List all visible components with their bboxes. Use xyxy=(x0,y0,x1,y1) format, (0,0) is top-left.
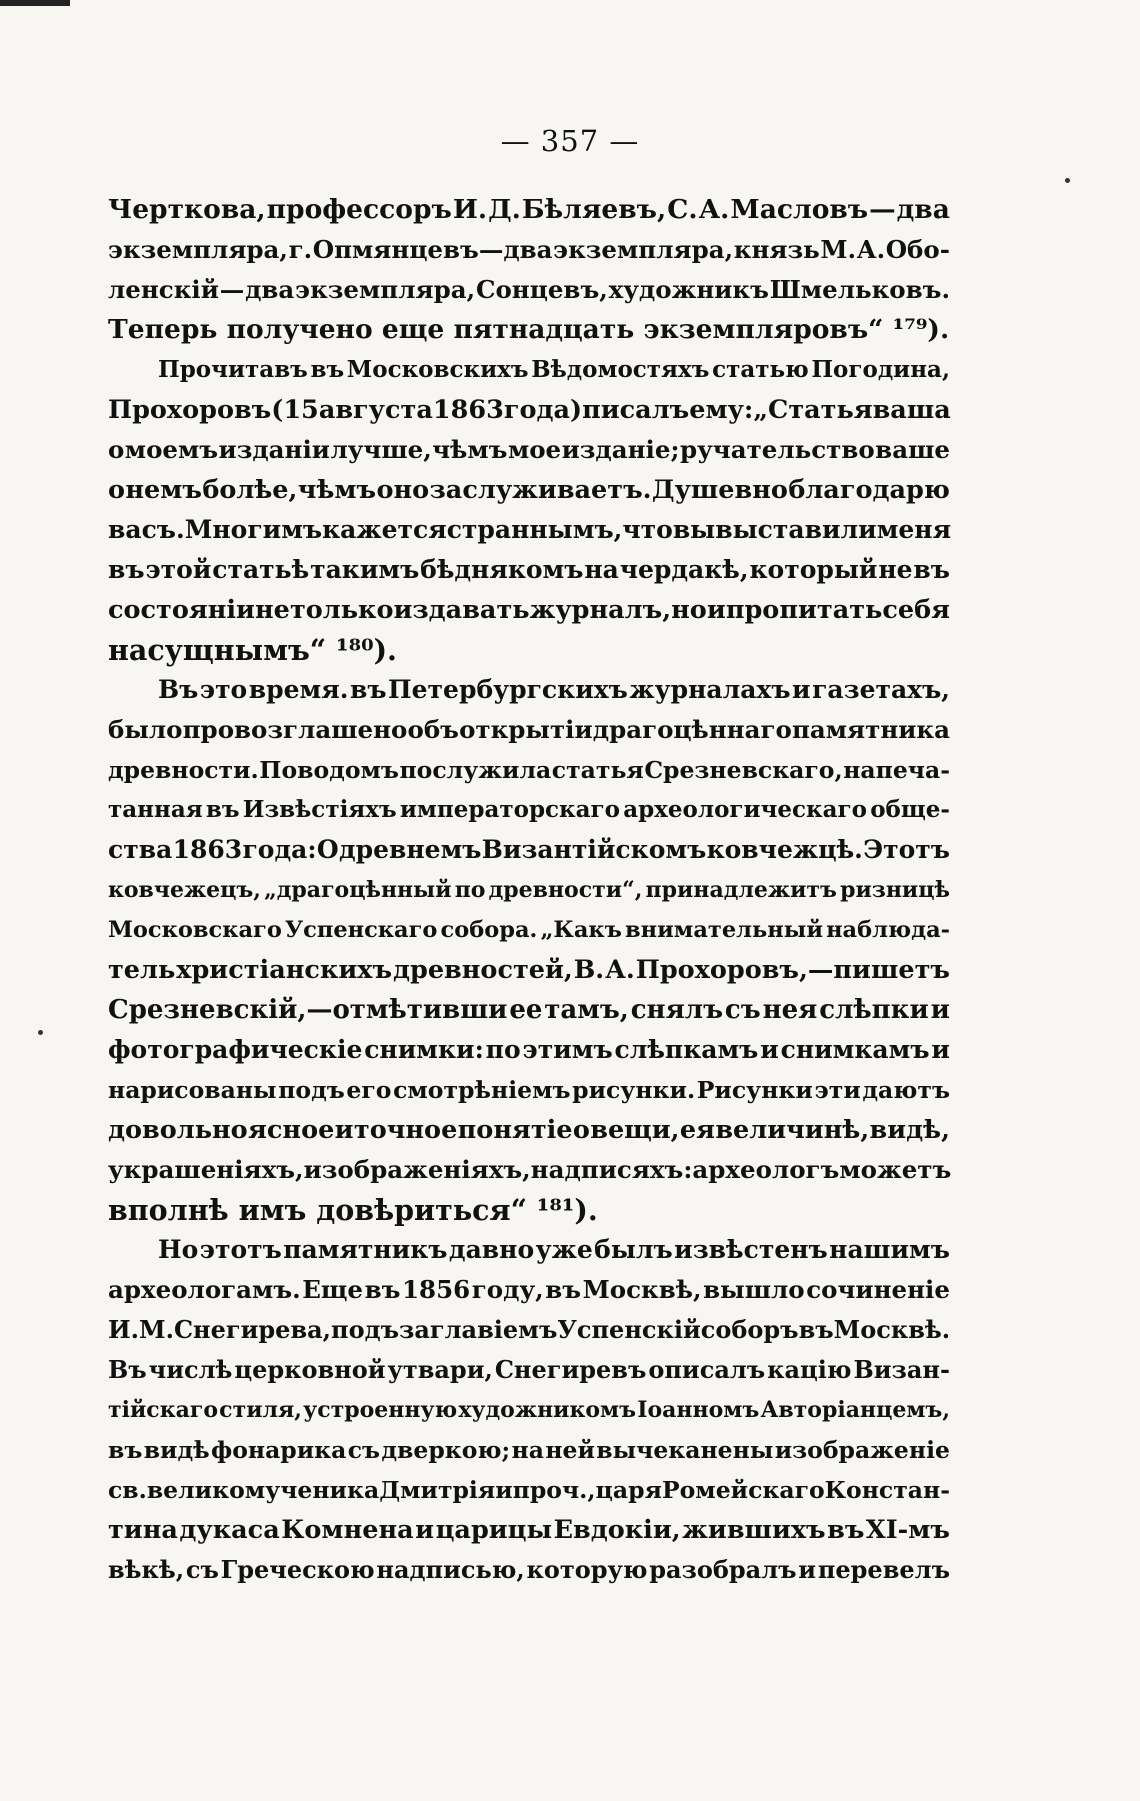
word: ясное xyxy=(248,1115,335,1145)
word: св. xyxy=(108,1476,147,1504)
word: которую xyxy=(526,1555,648,1584)
word: фотографическіе xyxy=(108,1035,363,1064)
word: 1863 xyxy=(432,395,504,425)
word: изданіе; xyxy=(561,435,680,464)
word: Авторіанцемъ, xyxy=(760,1397,950,1423)
word: „Какъ xyxy=(540,917,622,943)
word: что xyxy=(622,515,673,544)
word: Въ xyxy=(158,675,199,704)
text-line xyxy=(108,1550,950,1590)
text-line xyxy=(108,1270,950,1310)
word: смотрѣніемъ xyxy=(393,1076,571,1104)
word: — xyxy=(219,275,245,304)
text-line xyxy=(108,510,950,550)
text-line xyxy=(108,990,950,1030)
word: пропитать xyxy=(725,595,883,625)
text-line xyxy=(108,1350,950,1390)
word: журналъ, xyxy=(529,595,672,625)
text-line xyxy=(108,670,950,710)
word: меня xyxy=(876,515,952,544)
word: подъ xyxy=(331,1315,400,1344)
word: слѣпкамъ xyxy=(614,1035,759,1064)
word: И. xyxy=(452,194,488,225)
word: статьѣ xyxy=(212,555,310,584)
word: перевелъ xyxy=(817,1555,950,1584)
text-line xyxy=(108,270,950,310)
word: на xyxy=(511,1436,544,1464)
word: Греческою xyxy=(220,1555,375,1584)
word: только xyxy=(289,595,394,625)
word: М. xyxy=(139,1315,174,1344)
word: года: xyxy=(242,835,317,864)
word: напеча- xyxy=(843,756,950,784)
word: изображеніяхъ, xyxy=(303,1155,531,1184)
word: наблюда- xyxy=(826,917,950,943)
word: ства xyxy=(108,835,173,864)
word: на xyxy=(584,555,619,584)
word: эти xyxy=(814,1076,861,1104)
word: г. xyxy=(288,235,313,264)
line-text: вполнѣ имъ довѣриться“ ¹⁸¹). xyxy=(108,1193,598,1227)
word: статью xyxy=(712,356,809,383)
word: вычеканены xyxy=(596,1436,774,1464)
text-line xyxy=(108,1190,950,1230)
word: Сонцевъ, xyxy=(475,275,608,304)
word: Еще xyxy=(302,1275,364,1304)
word: тина xyxy=(108,1515,178,1545)
word: но xyxy=(671,595,707,625)
word: Іоанномъ xyxy=(637,1397,760,1423)
word: внимательный xyxy=(625,917,824,943)
word: Констан- xyxy=(824,1476,950,1504)
word: Прохоровъ,—пишетъ xyxy=(635,955,950,985)
word: чѣмъ xyxy=(297,475,377,505)
word: кажется xyxy=(322,515,447,544)
word: журналахъ xyxy=(629,675,791,704)
word: ковчежцѣ. xyxy=(706,835,863,864)
word: экземпляра, xyxy=(108,235,288,264)
word: украшеніяхъ, xyxy=(108,1155,304,1184)
word: А. xyxy=(856,235,886,264)
word: о xyxy=(572,1115,590,1145)
word: Срезневскій,—отмѣтивши xyxy=(108,995,508,1025)
word: художникъ xyxy=(608,275,769,304)
word: утвари, xyxy=(387,1355,493,1384)
word: Москвѣ. xyxy=(833,1315,951,1344)
word: мое xyxy=(507,435,562,464)
text-line xyxy=(108,830,950,870)
word: лучше, xyxy=(330,435,432,464)
word: и xyxy=(792,675,811,704)
word: такимъ xyxy=(310,555,420,584)
text-line xyxy=(108,550,950,590)
word: надписью, xyxy=(376,1555,525,1584)
word: Успенскій xyxy=(557,1315,701,1344)
word: памятникъ xyxy=(283,1235,448,1264)
word: состояніи xyxy=(108,595,255,625)
word: тійскаго xyxy=(108,1397,218,1423)
word: устроенную xyxy=(303,1397,458,1423)
word: видѣ xyxy=(143,1436,210,1464)
word: понятіе xyxy=(457,1115,573,1145)
word: болѣе, xyxy=(202,475,298,505)
word: который xyxy=(749,555,878,584)
word: съ xyxy=(185,1555,219,1584)
word: вещи, xyxy=(590,1115,680,1145)
word: соборъ xyxy=(700,1315,799,1344)
word: и xyxy=(798,1555,817,1584)
word: художникомъ xyxy=(458,1397,637,1423)
word: и xyxy=(760,1035,779,1064)
word: Черткова, xyxy=(108,194,266,225)
word: тамъ, xyxy=(544,995,629,1025)
word: въ xyxy=(364,1275,401,1304)
text-line xyxy=(108,430,950,470)
word: чѣмъ xyxy=(432,435,508,464)
word: описалъ xyxy=(648,1355,766,1384)
word: съ xyxy=(724,995,761,1025)
text-line xyxy=(108,1510,950,1550)
text-line xyxy=(108,630,950,670)
word: выставили xyxy=(715,515,877,544)
word: нарисованы xyxy=(108,1076,277,1104)
text-line xyxy=(108,870,950,910)
word: князь xyxy=(733,235,820,264)
word: изображеніе xyxy=(774,1436,950,1464)
text-line xyxy=(108,1030,950,1070)
word: вѣкѣ, xyxy=(108,1555,185,1584)
word: ее xyxy=(509,995,543,1025)
word: августа xyxy=(318,395,433,425)
word: А. xyxy=(698,194,730,225)
word: это xyxy=(199,675,248,704)
text-line xyxy=(108,1230,950,1270)
text-line xyxy=(108,1150,950,1190)
word: вы xyxy=(672,515,716,544)
word: себя xyxy=(882,595,950,625)
word: Вѣдомостяхъ xyxy=(531,356,710,383)
word: обще- xyxy=(870,796,950,823)
line-text: Теперь получено еще пятнадцать экземпляровъ“ ¹⁷⁹). xyxy=(108,314,950,345)
word: и xyxy=(495,1476,513,1504)
word: и xyxy=(334,1115,354,1145)
word: страннымъ, xyxy=(446,515,623,544)
paragraph-1 xyxy=(108,190,950,350)
word: Обо- xyxy=(885,235,950,264)
word: 1856 xyxy=(402,1275,471,1304)
word: въ xyxy=(108,555,145,584)
word: объ xyxy=(407,715,459,744)
word: даютъ xyxy=(862,1076,950,1104)
word: тель xyxy=(108,955,176,985)
word: фонарика xyxy=(211,1436,347,1464)
word: заслуживаетъ. xyxy=(429,475,652,505)
word: археологъ xyxy=(692,1155,840,1184)
text-line xyxy=(108,190,950,230)
word: экземпляра, xyxy=(295,275,476,304)
word: царицы xyxy=(435,1515,553,1545)
word: древнемъ xyxy=(338,835,482,864)
word: точное xyxy=(353,1115,458,1145)
word: заглавіемъ xyxy=(399,1315,558,1344)
word: въ xyxy=(108,1436,143,1464)
word: этотъ xyxy=(199,1235,282,1264)
word: въ xyxy=(545,1275,582,1304)
word: Извѣстіяхъ xyxy=(242,796,397,823)
word: ея xyxy=(679,1115,715,1145)
paragraph-4 xyxy=(108,1230,950,1590)
word: Комнена xyxy=(281,1515,414,1545)
word: ручательство xyxy=(679,435,875,464)
word: въ xyxy=(913,555,950,584)
word: Д. xyxy=(488,194,521,225)
word: изданіи xyxy=(218,435,330,464)
scan-speck xyxy=(1065,178,1070,183)
word: Этотъ xyxy=(863,835,950,864)
word: Москвѣ, xyxy=(582,1275,702,1304)
word: ней xyxy=(545,1436,595,1464)
word: два xyxy=(245,275,295,304)
word: писалъ xyxy=(582,395,690,425)
word: Но xyxy=(158,1235,199,1264)
word: драгоцѣннаго xyxy=(592,715,792,744)
word: М. xyxy=(820,235,857,264)
word: надписяхъ: xyxy=(530,1155,693,1184)
word: императорскаго xyxy=(399,796,620,823)
word: ваша xyxy=(872,395,951,425)
word: снялъ xyxy=(630,995,724,1025)
word: разобралъ xyxy=(649,1555,797,1584)
word: числѣ xyxy=(148,1355,233,1384)
text-line xyxy=(108,590,950,630)
word: нашимъ xyxy=(829,1235,950,1264)
word: давно xyxy=(448,1235,535,1264)
word: Прохоровъ xyxy=(108,395,272,425)
word: ленскій xyxy=(108,275,219,304)
word: вышло xyxy=(703,1275,805,1304)
word: кацію xyxy=(767,1355,852,1384)
word: Рисунки xyxy=(696,1076,813,1104)
word: проч., xyxy=(512,1476,596,1504)
word: и xyxy=(931,1035,950,1064)
text-line xyxy=(108,310,950,350)
word: года) xyxy=(503,395,583,425)
word: газетахъ, xyxy=(812,675,950,704)
word: Успенскаго xyxy=(284,917,438,943)
text-line xyxy=(108,950,950,990)
word: васъ. xyxy=(108,515,185,544)
word: не xyxy=(878,555,913,584)
word: Срезневскаго, xyxy=(644,756,843,784)
word: Въ xyxy=(108,1355,147,1384)
word: открытіи xyxy=(459,715,593,744)
text-line xyxy=(108,910,950,950)
word: Опмянцевъ—два xyxy=(312,235,553,264)
word: въ xyxy=(310,356,345,383)
word: подъ xyxy=(278,1076,345,1104)
word: и xyxy=(415,1515,435,1545)
word: Погодина, xyxy=(811,356,950,383)
word: Дмитрія xyxy=(379,1476,496,1504)
word: дукаса xyxy=(179,1515,280,1545)
word: году, xyxy=(471,1275,544,1304)
word: былъ xyxy=(594,1235,673,1264)
text-line xyxy=(108,1390,950,1430)
word: жившихъ xyxy=(682,1515,826,1545)
word: Душевно xyxy=(651,475,788,505)
word: Многимъ xyxy=(184,515,323,544)
word: Прочитавъ xyxy=(158,356,308,383)
word: немъ xyxy=(125,475,202,505)
word: „Статья xyxy=(753,395,873,425)
word: въ xyxy=(798,1315,834,1344)
word: Петербургскихъ xyxy=(388,675,628,704)
word: древности“, xyxy=(488,877,643,903)
word: можетъ xyxy=(839,1155,952,1184)
word: о xyxy=(108,435,125,464)
word: „драгоцѣнный xyxy=(264,877,452,903)
paragraph-3 xyxy=(108,670,950,1230)
text-line xyxy=(108,750,950,790)
word: и xyxy=(706,595,726,625)
page-number: — 357 — xyxy=(500,124,640,158)
word: два xyxy=(896,194,950,225)
word: Масловъ xyxy=(730,194,869,225)
word: и xyxy=(930,995,950,1025)
word: извѣстенъ xyxy=(674,1235,828,1264)
word: ковчежецъ, xyxy=(108,877,261,903)
text-line xyxy=(108,470,950,510)
word: по xyxy=(485,1035,521,1064)
word: довольно xyxy=(108,1115,248,1145)
word: Шмельковъ. xyxy=(769,275,950,304)
word: издавать xyxy=(393,595,530,625)
word: древности. xyxy=(108,756,259,784)
word: Поводомъ xyxy=(259,756,399,784)
word: Снегирева, xyxy=(173,1315,332,1344)
word: чердакѣ, xyxy=(619,555,749,584)
word: въ xyxy=(349,675,387,704)
text-line xyxy=(108,1310,950,1350)
text-line xyxy=(108,1430,950,1470)
paragraph-2 xyxy=(108,350,950,670)
word: благодарю xyxy=(788,475,950,505)
word: снимки: xyxy=(364,1035,484,1064)
word: В. xyxy=(573,955,605,985)
text-line xyxy=(108,790,950,830)
word: 1863 xyxy=(172,835,243,864)
word: О xyxy=(316,835,339,864)
word: И. xyxy=(108,1315,140,1344)
word: памятника xyxy=(791,715,950,744)
word: статья xyxy=(551,756,644,784)
text-line xyxy=(108,710,950,750)
word: археологамъ. xyxy=(108,1275,301,1304)
word: оно xyxy=(376,475,430,505)
word: съ xyxy=(347,1436,381,1464)
word: дверкою; xyxy=(381,1436,511,1464)
word: древностей, xyxy=(393,955,573,985)
word: — xyxy=(869,194,896,225)
word: Ромейскаго xyxy=(661,1476,825,1504)
text-body xyxy=(108,190,950,1590)
word: величинѣ, xyxy=(715,1115,870,1145)
word: ризницѣ xyxy=(840,877,950,903)
word: слѣпки xyxy=(819,995,929,1025)
word: царя xyxy=(595,1476,662,1504)
word: этой xyxy=(145,555,212,584)
scan-speck xyxy=(38,1030,43,1035)
word: было xyxy=(108,715,183,744)
word: Визан- xyxy=(853,1355,950,1384)
word: рисунки. xyxy=(572,1076,696,1104)
word: профессоръ xyxy=(266,194,452,225)
word: церковной xyxy=(234,1355,386,1384)
word: принадлежитъ xyxy=(645,877,837,903)
scan-edge-mark xyxy=(0,0,70,6)
word: археологическаго xyxy=(623,796,867,823)
word: Московскихъ xyxy=(346,356,529,383)
text-line xyxy=(108,350,950,390)
word: великомученика xyxy=(146,1476,380,1504)
word: (15 xyxy=(271,395,319,425)
word: христіанскихъ xyxy=(176,955,393,985)
word: снимкамъ xyxy=(780,1035,930,1064)
word: ваше xyxy=(875,435,950,464)
word: Снегиревъ xyxy=(494,1355,647,1384)
word: танная xyxy=(108,796,203,823)
text-line xyxy=(108,1110,950,1150)
word: Евдокіи, xyxy=(553,1515,681,1545)
word: о xyxy=(108,475,126,505)
word: моемъ xyxy=(124,435,219,464)
word: экземпляра, xyxy=(553,235,734,264)
word: въ xyxy=(827,1515,865,1545)
word: А. xyxy=(605,955,635,985)
word: С. xyxy=(667,194,698,225)
text-line xyxy=(108,1070,950,1110)
text-line xyxy=(108,230,950,270)
word: Византійскомъ xyxy=(481,835,707,864)
word: сочиненіе xyxy=(806,1275,950,1304)
word: въ xyxy=(205,796,240,823)
word: стиля, xyxy=(219,1397,302,1423)
word: не xyxy=(255,595,290,625)
word: уже xyxy=(535,1235,593,1264)
text-line xyxy=(108,390,950,430)
word: провозглашено xyxy=(182,715,408,744)
word: видѣ, xyxy=(869,1115,950,1145)
word: нея xyxy=(762,995,818,1025)
word: по xyxy=(454,877,486,903)
word: собора. xyxy=(440,917,538,943)
word: Московскаго xyxy=(108,917,282,943)
text-line xyxy=(108,1470,950,1510)
word: этимъ xyxy=(522,1035,613,1064)
word: его xyxy=(346,1076,392,1104)
word: XI-мъ xyxy=(865,1515,950,1545)
word: Бѣляевъ, xyxy=(521,194,667,225)
word: послужила xyxy=(399,756,552,784)
word: время. xyxy=(248,675,349,704)
word: бѣднякомъ xyxy=(420,555,584,584)
word: ему: xyxy=(689,395,754,425)
line-text: насущнымъ“ ¹⁸⁰). xyxy=(108,633,397,667)
